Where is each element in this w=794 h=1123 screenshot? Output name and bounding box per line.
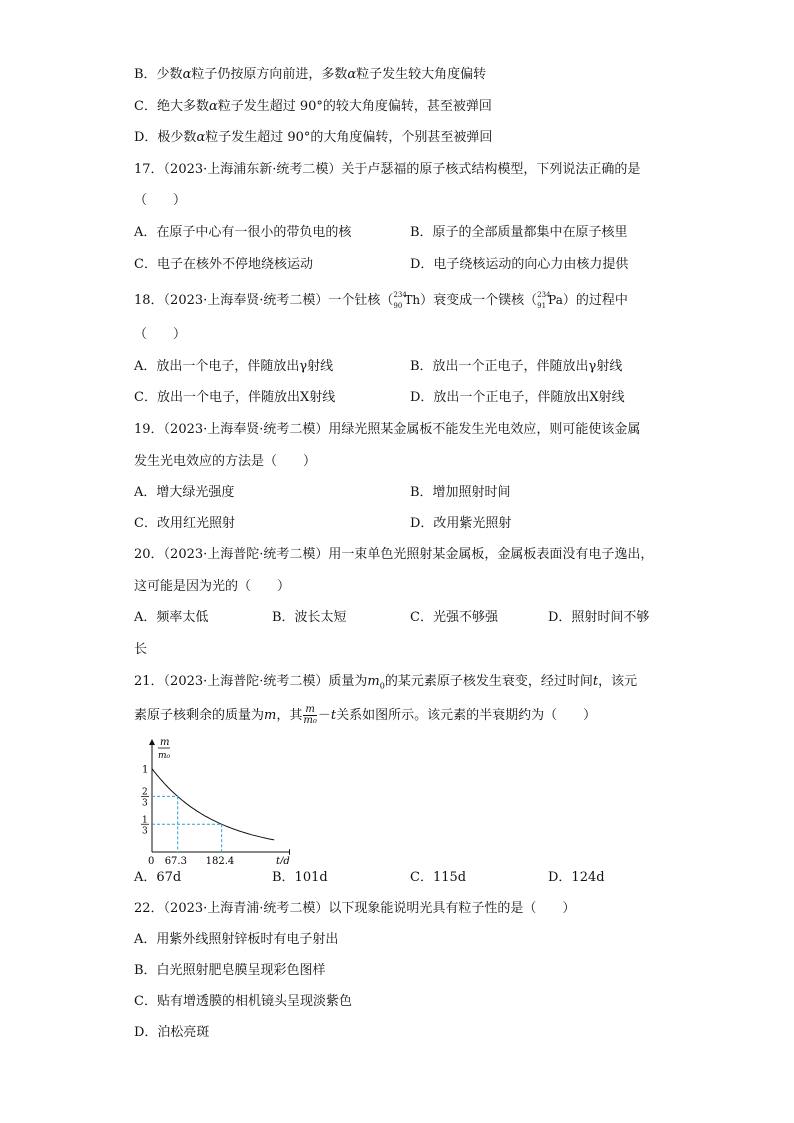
q21-stem-c: ，该元 — [598, 674, 638, 689]
q21-stem-line2 — [134, 705, 596, 726]
q19-option-d: D．改用紫光照射 — [410, 516, 512, 531]
x-axis-label: t/d — [276, 856, 290, 864]
q19-option-c: C．改用红光照射 — [134, 516, 235, 531]
var-m: m — [264, 708, 277, 723]
var-m0-sub: 0 — [379, 681, 385, 691]
y-axis-label-numerator: m — [160, 737, 170, 748]
mass-number: 234 — [393, 291, 407, 299]
var-t: t — [592, 674, 599, 689]
q21-option-d: D．124d — [548, 870, 605, 885]
q16-d-text-a: D．极少数 — [134, 130, 197, 145]
q18-stem-c: ）的过程中 — [562, 293, 628, 308]
q17-answer-paren: （ ） — [134, 193, 187, 208]
decay-graph — [130, 734, 290, 864]
q16-b-text-a: B．少数 — [134, 67, 183, 82]
q19-option-a: A．增大绿光强度 — [134, 485, 235, 500]
q22-option-a: A．用紫外线照射锌板时有电子射出 — [134, 932, 339, 947]
q21-stem2-d: 关系如图所示。该元素的半衰期约为（ ） — [336, 708, 597, 723]
q18-option-b: B．放出一个正电子，伴随放出γ射线 — [410, 359, 623, 374]
q16-c-text-a: C．绝大多数 — [134, 99, 209, 114]
atomic-number: 90 — [393, 302, 403, 310]
x-tick-label: 0 — [148, 856, 155, 864]
q20-stem-line1: 20．（2023·上海普陀·统考二模）用一束单色光照射某金属板，金属板表面没有电子逸出， — [134, 547, 654, 562]
y-tick-one-third-num: 1 — [142, 815, 148, 826]
thorium-nuclide — [393, 291, 420, 309]
q16-b-text-b: 粒子仍按原方向前进，多数 — [191, 67, 348, 82]
q16-option-c — [134, 98, 492, 116]
q17-stem: 17．（2023·上海浦东新·统考二模）关于卢瑟福的原子核式结构模型，下列说法正确的是 — [134, 162, 641, 177]
q20-option-b: B．波长太短 — [272, 610, 347, 625]
y-axis-label-denominator: m₀ — [158, 751, 171, 761]
q21-stem2-c: － — [317, 708, 331, 723]
element-symbol: Th — [404, 293, 421, 307]
element-symbol: Pa — [548, 293, 563, 307]
fraction-numerator: m — [303, 705, 317, 716]
q21-stem-b: 的某元素原子核发生衰变，经过时间 — [384, 674, 593, 689]
y-tick-label: 1 — [142, 764, 149, 776]
q18-option-c: C．放出一个电子，伴随放出X射线 — [134, 390, 336, 405]
q20-option-a: A．频率太低 — [134, 610, 209, 625]
q18-stem-a: 18．（2023·上海奉贤·统考二模）一个钍核（ — [134, 293, 394, 308]
q19-stem-line2: 发生光电效应的方法是（ ） — [134, 454, 317, 469]
var-t: t — [330, 708, 337, 723]
x-tick-label: 67.3 — [164, 856, 187, 864]
y-tick-two-thirds-den: 3 — [142, 798, 148, 809]
q17-option-d: D．电子绕核运动的向心力由核力提供 — [410, 257, 629, 272]
q21-option-a: A．67d — [134, 870, 182, 885]
alpha-symbol: α — [182, 67, 192, 82]
q20-stem-line2: 这可能是因为光的（ ） — [134, 579, 291, 594]
q21-stem-line1 — [134, 673, 637, 696]
q16-option-b — [134, 66, 486, 84]
q22-option-c: C．贴有增透膜的相机镜头呈现淡紫色 — [134, 994, 352, 1009]
q20-option-d: D．照射时间不够 — [548, 610, 650, 625]
q16-d-text-b: 粒子发生超过 90°的大角度偏转，个别甚至被弹回 — [205, 130, 493, 145]
q18-answer-paren: （ ） — [134, 327, 187, 342]
mass-ratio-fraction — [303, 705, 317, 726]
q20-option-c: C．光强不够强 — [410, 610, 498, 625]
q17-option-a: A．在原子中心有一很小的带负电的核 — [134, 225, 352, 240]
alpha-symbol: α — [208, 99, 218, 114]
q22-option-d: D．泊松亮斑 — [134, 1025, 210, 1040]
q16-option-d — [134, 129, 492, 147]
q20-option-d-wrap: 长 — [134, 642, 148, 657]
q19-stem-line1: 19．（2023·上海奉贤·统考二模）用绿光照某金属板不能发生光电效应，则可能使该金属 — [134, 422, 641, 437]
y-tick-two-thirds-num: 2 — [142, 787, 148, 798]
q17-option-b: B．原子的全部质量都集中在原子核里 — [410, 225, 628, 240]
var-m0: m — [367, 674, 380, 689]
q22-stem: 22．（2023·上海青浦·统考二模）以下现象能说明光具有粒子性的是（ ） — [134, 901, 576, 916]
alpha-symbol: α — [347, 67, 357, 82]
q21-option-c: C．115d — [410, 870, 467, 885]
alpha-symbol: α — [196, 130, 206, 145]
mass-number: 234 — [537, 291, 551, 299]
atomic-number: 91 — [537, 302, 547, 310]
q16-c-text-b: 粒子发生超过 90°的较大角度偏转，甚至被弹回 — [217, 99, 492, 114]
protactinium-nuclide — [537, 291, 563, 309]
decay-curve — [152, 769, 274, 840]
q21-stem2-a: 素原子核剩余的质量为 — [134, 708, 265, 723]
q21-stem2-b: ，其 — [276, 708, 303, 723]
q19-option-b: B．增加照射时间 — [410, 485, 511, 500]
q21-stem-a: 21．（2023·上海普陀·统考二模）质量为 — [134, 674, 368, 689]
fraction-denominator: m₀ — [303, 715, 317, 726]
q22-option-b: B．白光照射肥皂膜呈现彩色图样 — [134, 963, 326, 978]
x-tick-label: 182.4 — [205, 856, 235, 864]
q16-b-text-c: 粒子发生较大角度偏转 — [356, 67, 487, 82]
q17-option-c: C．电子在核外不停地绕核运动 — [134, 257, 313, 272]
q18-stem-b: ）衰变成一个镤核（ — [420, 293, 538, 308]
y-tick-one-third-den: 3 — [142, 826, 148, 837]
q18-option-a: A．放出一个电子，伴随放出γ射线 — [134, 359, 334, 374]
q21-option-b: B．101d — [272, 870, 328, 885]
q18-stem — [134, 291, 628, 310]
q18-option-d: D．放出一个正电子，伴随放出X射线 — [410, 390, 625, 405]
